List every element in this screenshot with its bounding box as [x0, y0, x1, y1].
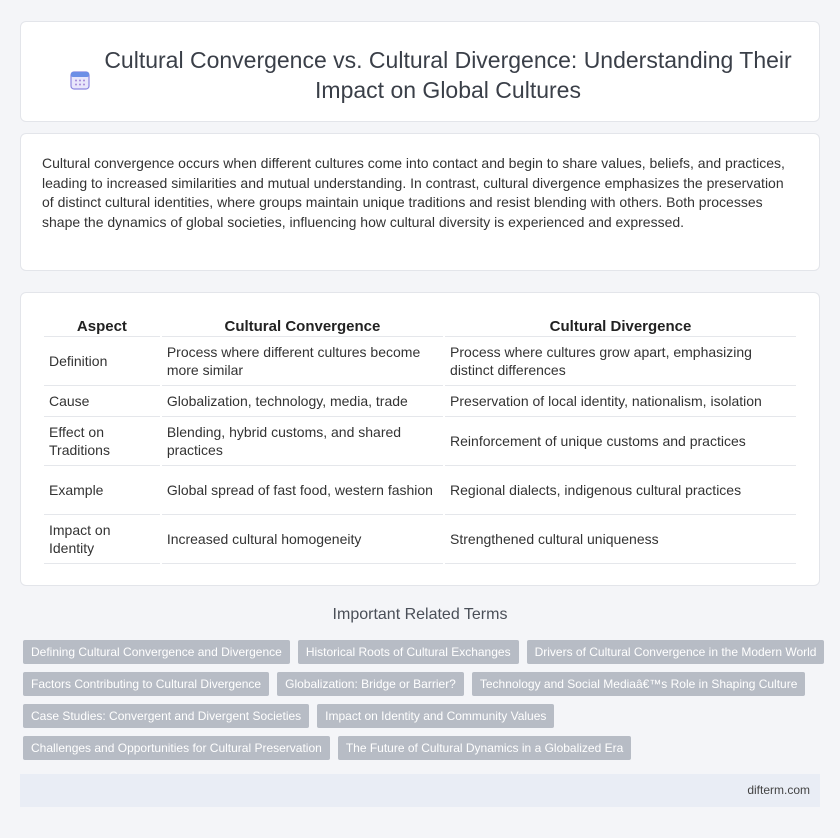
table-cell: Globalization, technology, media, trade [162, 386, 443, 417]
table-cell: Definition [44, 337, 160, 386]
table-cell: Reinforcement of unique customs and practices [445, 417, 796, 466]
table-cell: Process where different cultures become more similar [162, 337, 443, 386]
related-term-tag[interactable]: Impact on Identity and Community Values [317, 704, 554, 728]
intro-paragraph: Cultural convergence occurs when different cultures come into contact and begin to share values, beliefs, and practices, leading to increased similarities and mutual understanding. In contrast, cultural divergence emphasizes the preservation of distinct cultural identities, where groups maintain unique traditions and resist blending with others. Both processes shape the dynamics of global societies, influencing how cultural diversity is experienced and expressed. [42, 155, 785, 230]
table-cell: Increased cultural homogeneity [162, 515, 443, 564]
related-term-tag[interactable]: Defining Cultural Convergence and Divergence [23, 640, 290, 664]
table-cell: Blending, hybrid customs, and shared practices [162, 417, 443, 466]
table-cell: Effect on Traditions [44, 417, 160, 466]
related-terms-list [23, 640, 823, 768]
table-cell: Regional dialects, indigenous cultural practices [445, 466, 796, 515]
table-header-aspect: Aspect [44, 314, 160, 337]
table-cell: Process where cultures grow apart, emphasizing distinct differences [445, 337, 796, 386]
related-term-tag[interactable]: The Future of Cultural Dynamics in a Globalized Era [338, 736, 631, 760]
related-term-tag[interactable]: Case Studies: Convergent and Divergent Societies [23, 704, 309, 728]
table-row [44, 386, 796, 417]
table-row [44, 417, 796, 466]
related-term-tag[interactable]: Drivers of Cultural Convergence in the Modern World [527, 640, 825, 664]
calendar-icon [68, 68, 92, 92]
table-header-convergence: Cultural Convergence [162, 314, 443, 337]
footer-site-link[interactable]: difterm.com [747, 783, 810, 797]
table-cell: Strengthened cultural uniqueness [445, 515, 796, 564]
footer [20, 774, 820, 807]
table-row [44, 515, 796, 564]
table-row [44, 466, 796, 515]
table-header-divergence: Cultural Divergence [445, 314, 796, 337]
table-row [44, 337, 796, 386]
intro-card [20, 133, 820, 271]
table-cell: Example [44, 466, 160, 515]
table-cell: Impact on Identity [44, 515, 160, 564]
page-title: Cultural Convergence vs. Cultural Divergence: Understanding Their Impact on Global Cultures [104, 47, 792, 103]
related-term-tag[interactable]: Globalization: Bridge or Barrier? [277, 672, 464, 696]
related-terms-heading: Important Related Terms [332, 606, 508, 623]
table-cell: Cause [44, 386, 160, 417]
comparison-card [20, 292, 820, 586]
related-term-tag[interactable]: Historical Roots of Cultural Exchanges [298, 640, 519, 664]
related-term-tag[interactable]: Challenges and Opportunities for Cultural Preservation [23, 736, 330, 760]
title-card [20, 21, 820, 122]
related-term-tag[interactable]: Technology and Social Mediaâ€™s Role in Shaping Culture [472, 672, 806, 696]
table-cell: Global spread of fast food, western fashion [162, 466, 443, 515]
related-term-tag[interactable]: Factors Contributing to Cultural Divergence [23, 672, 269, 696]
table-cell: Preservation of local identity, nationalism, isolation [445, 386, 796, 417]
comparison-table [42, 314, 798, 564]
